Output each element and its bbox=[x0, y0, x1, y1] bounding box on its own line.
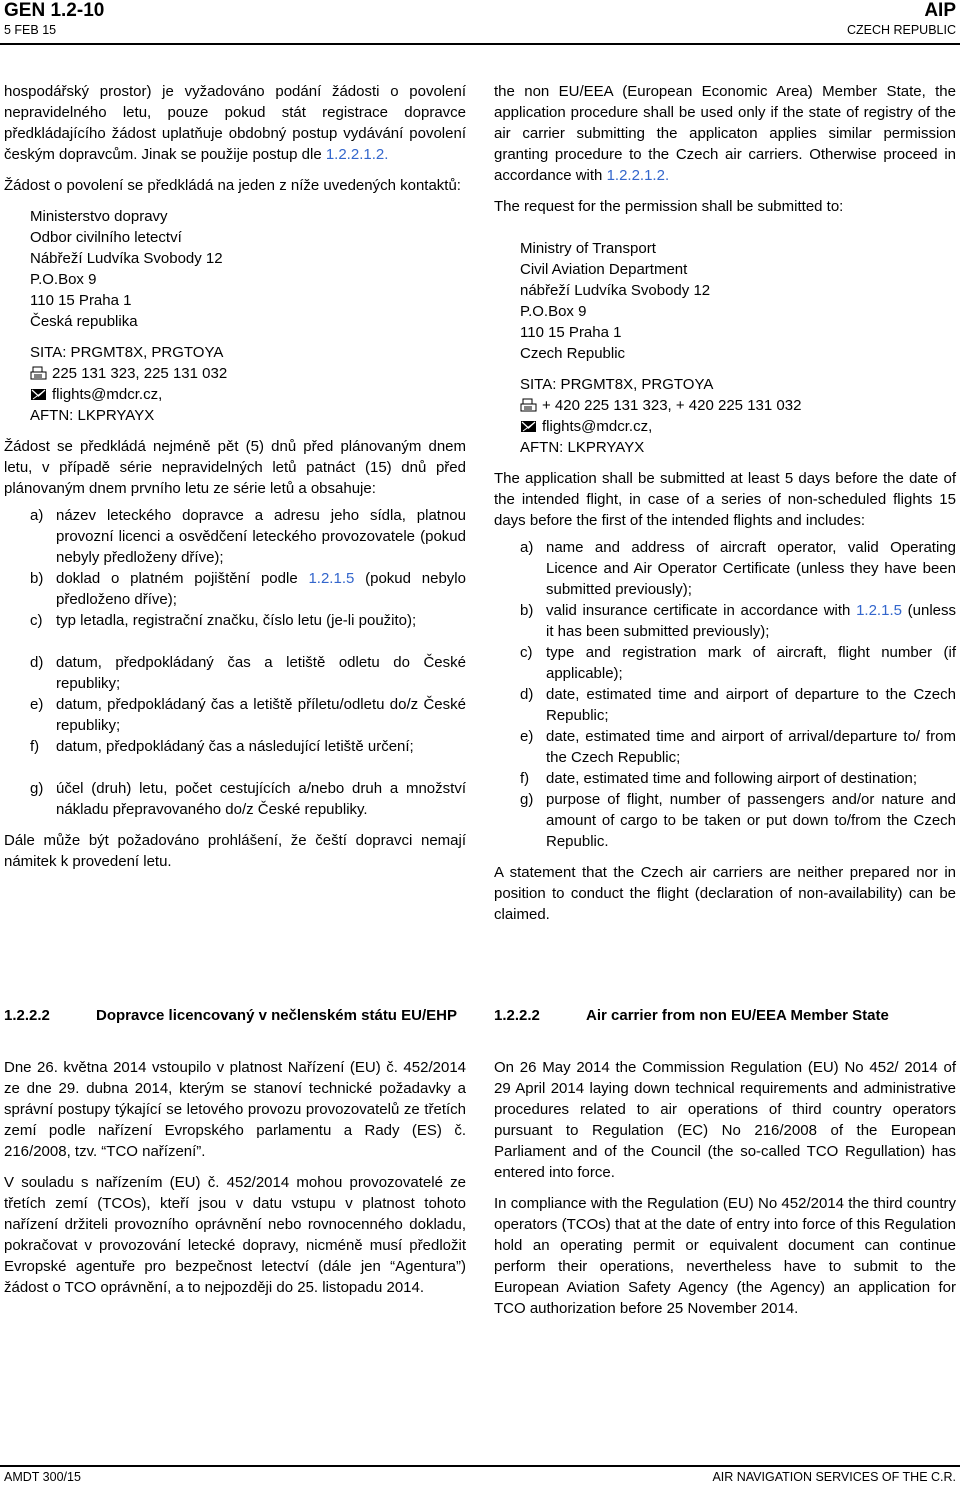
body-paragraph: V souladu s nařízením (EU) č. 452/2014 mohou provozovatelé ze třetích zemí (TCOs), kteří jsou v datu vstupu v platnost tohoto nařízení držiteli provozního oprávnění nebo rovnocenného dokladu, pokračovat v provozování letecké dopravy, nicméně musí předložit Evropské agentuře pro bezpečnost letectví (dále jen “Agentura”) žádost o TCO oprávnění, a to nejpozději do 25. listopadu 2014. bbox=[4, 1174, 466, 1296]
postal-address bbox=[494, 238, 956, 458]
address-line: Odbor civilního letectví bbox=[30, 229, 182, 246]
body-paragraph: On 26 May 2014 the Commission Regulation (EU) No 452/ 2014 of 29 April 2014 laying down technical requirements and administrative procedures related to air operations of third country operators pursuant to Regulation (EC) No 216/2008 of the European Parliament and of the Council (the so-called TCO Regullation) has entered into force. bbox=[494, 1059, 956, 1181]
list-item: f) datum, předpokládaný čas a následující letiště určení; bbox=[30, 738, 414, 755]
fax-icon bbox=[520, 398, 537, 412]
email-icon bbox=[30, 387, 47, 401]
aftn-address: AFTN: LKPRYAYX bbox=[30, 407, 155, 424]
address-line: P.O.Box 9 bbox=[520, 303, 587, 320]
address-line: Česká republika bbox=[30, 313, 138, 330]
publisher-name: AIR NAVIGATION SERVICES OF THE C.R. bbox=[712, 1470, 956, 1484]
reference-link[interactable]: 1.2.1.5 bbox=[856, 602, 902, 619]
list-item: c) typ letadla, registrační značku, číslo letu (je-li použito); bbox=[30, 612, 417, 629]
email-address: flights@mdcr.cz, bbox=[52, 386, 163, 403]
section-number: 1.2.2.2 bbox=[494, 1007, 540, 1024]
statement-paragraph: Dále může být požadováno prohlášení, že čeští dopravci nemají námitek k provedení letu. bbox=[4, 832, 466, 870]
reference-link[interactable]: 1.2.2.1.2. bbox=[325, 146, 389, 163]
list-item: g) purpose of flight, number of passengers and/or nature and amount of cargo to be taken or put down to/from the Czech Republic. bbox=[520, 791, 956, 850]
reference-link[interactable]: 1.2.1.5 bbox=[308, 570, 355, 587]
publication-title: AIP bbox=[924, 0, 956, 21]
address-line: 110 15 Praha 1 bbox=[30, 292, 132, 309]
list-item: e) date, estimated time and airport of arrival/departure to/ from the Czech Republic; bbox=[520, 728, 956, 766]
request-paragraph: Žádost se předkládá nejméně pět (5) dnů před plánovaným dnem letu, v případě série nepravidelných letů patnáct (15) dnů před plánovaným dnem prvního letu ze série letů a obsahuje: bbox=[4, 438, 466, 497]
list-item: b) doklad o platném pojištění podle 1.2.1.5 (pokud nebylo předloženo dříve); bbox=[30, 570, 466, 608]
intro-paragraph: hospodářský prostor) je vyžadováno podání žádosti o povolení nepravidelného letu, pouze pokud stát registrace dopravce předkládajícího žádost uplatňuje obdobný postup vydávání povolení českým dopravcům. Jinak se použije postup dle 1.2.2.1.2. bbox=[4, 83, 466, 163]
address-line: nábřeží Ludvíka Svobody 12 bbox=[520, 282, 711, 299]
contact-intro: Žádost o povolení se předkládá na jeden z níže uvedených kontaktů: bbox=[4, 177, 461, 194]
english-section-body bbox=[494, 1057, 956, 1319]
list-item: d) datum, předpokládaný čas a letiště odletu do České republiky; bbox=[30, 654, 466, 692]
address-line: Ministry of Transport bbox=[520, 240, 656, 257]
email-icon bbox=[520, 419, 537, 433]
address-line: 110 15 Praha 1 bbox=[520, 324, 622, 341]
requirements-list bbox=[494, 537, 956, 852]
request-paragraph: The application shall be submitted at least 5 days before the date of the intended flight, in case of a series of non-scheduled flights 15 days before the first of the intended flights and includes: bbox=[494, 470, 956, 529]
list-item: c) type and registration mark of aircraft, flight number (if applicable); bbox=[520, 644, 956, 682]
list-item: d) date, estimated time and airport of departure to the Czech Republic; bbox=[520, 686, 956, 724]
amendment-number: AMDT 300/15 bbox=[4, 1470, 81, 1484]
requirements-list bbox=[4, 505, 466, 820]
address-line: Civil Aviation Department bbox=[520, 261, 688, 278]
list-item: a) name and address of aircraft operator, valid Operating Licence and Air Operator Certificate (unless they have been submitted previously); bbox=[520, 539, 956, 598]
body-paragraph: In compliance with the Regulation (EU) No 452/2014 the third country operators (TCOs) that at the date of entry into force of this Regulation hold an operating permit or equivalent document can continue perform their operations, nevertheless have to submit to the European Aviation Safety Agency (the Agency) an application for TCO authorization before 25 November 2014. bbox=[494, 1195, 956, 1317]
address-line: Czech Republic bbox=[520, 345, 626, 362]
page-header-right bbox=[847, 0, 956, 38]
list-item: a) název leteckého dopravce a adresu jeho sídla, platnou provozní licenci a osvědčení leteckého provozovatele (pokud nebyly předloženy dříve); bbox=[30, 507, 466, 566]
czech-section-body bbox=[4, 1057, 466, 1298]
address-line: Nábřeží Ludvíka Svobody 12 bbox=[30, 250, 223, 267]
postal-address bbox=[4, 206, 466, 426]
contact-intro: The request for the permission shall be submitted to: bbox=[494, 198, 844, 215]
section-number: 1.2.2.2 bbox=[4, 1007, 50, 1024]
address-line: Ministerstvo dopravy bbox=[30, 208, 168, 225]
list-item: e) datum, předpokládaný čas a letiště příletu/odletu do/z České republiky; bbox=[30, 696, 466, 734]
country-name: CZECH REPUBLIC bbox=[846, 23, 956, 37]
email-line bbox=[520, 416, 956, 437]
page-header-left bbox=[4, 0, 104, 38]
email-line bbox=[30, 384, 466, 405]
fax-icon bbox=[30, 366, 47, 380]
email-address: flights@mdcr.cz, bbox=[542, 418, 653, 435]
statement-paragraph: A statement that the Czech air carriers are neither prepared nor in position to conduct the flight (declaration of non-availability) can be claimed. bbox=[494, 864, 956, 923]
list-item: g) účel (druh) letu, počet cestujících a/nebo druh a množství nákladu přepravovaného do/z České republiky. bbox=[30, 780, 466, 818]
effective-date: 5 FEB 15 bbox=[4, 23, 57, 37]
body-paragraph: Dne 26. května 2014 vstoupilo v platnost Nařízení (EU) č. 452/2014 ze dne 29. dubna 2014, kterým se stanoví technické požadavky a správní postupy týkající se letového provozu provozovatelů ze třetích zemí podle nařízení Evropského parlamentu a Rady (ES) č. 216/2008, tzv. “TCO nařízení”. bbox=[4, 1059, 466, 1160]
section-title: Air carrier from non EU/EEA Member State bbox=[586, 1007, 889, 1024]
footer-rule bbox=[0, 1465, 960, 1467]
fax-numbers: + 420 225 131 323, + 420 225 131 032 bbox=[542, 397, 802, 414]
fax-line bbox=[520, 395, 956, 416]
sita-address: SITA: PRGMT8X, PRGTOYA bbox=[520, 376, 714, 393]
list-item: f) date, estimated time and following airport of destination; bbox=[520, 770, 918, 787]
intro-paragraph: the non EU/EEA (European Economic Area) Member State, the application procedure shall be used only if the state of registry of the air carrier submitting the applicaton applies similar permission granting procedure to the Czech air carriers. Otherwise proceed in accordance with 1.2.2.1.2. bbox=[494, 83, 956, 184]
czech-column bbox=[4, 81, 466, 872]
fax-numbers: 225 131 323, 225 131 032 bbox=[52, 365, 228, 382]
english-column bbox=[494, 81, 956, 925]
header-rule bbox=[0, 43, 960, 45]
reference-link[interactable]: 1.2.2.1.2. bbox=[606, 167, 670, 184]
address-line: P.O.Box 9 bbox=[30, 271, 97, 288]
section-title: Dopravce licencovaný v nečlenském státu EU/EHP bbox=[96, 1007, 457, 1024]
aftn-address: AFTN: LKPRYAYX bbox=[520, 439, 645, 456]
list-item: b) valid insurance certificate in accordance with 1.2.1.5 (unless it has been submitted previously); bbox=[520, 602, 956, 640]
fax-line bbox=[30, 363, 466, 384]
sita-address: SITA: PRGMT8X, PRGTOYA bbox=[30, 344, 224, 361]
page-number: GEN 1.2-10 bbox=[4, 0, 105, 21]
